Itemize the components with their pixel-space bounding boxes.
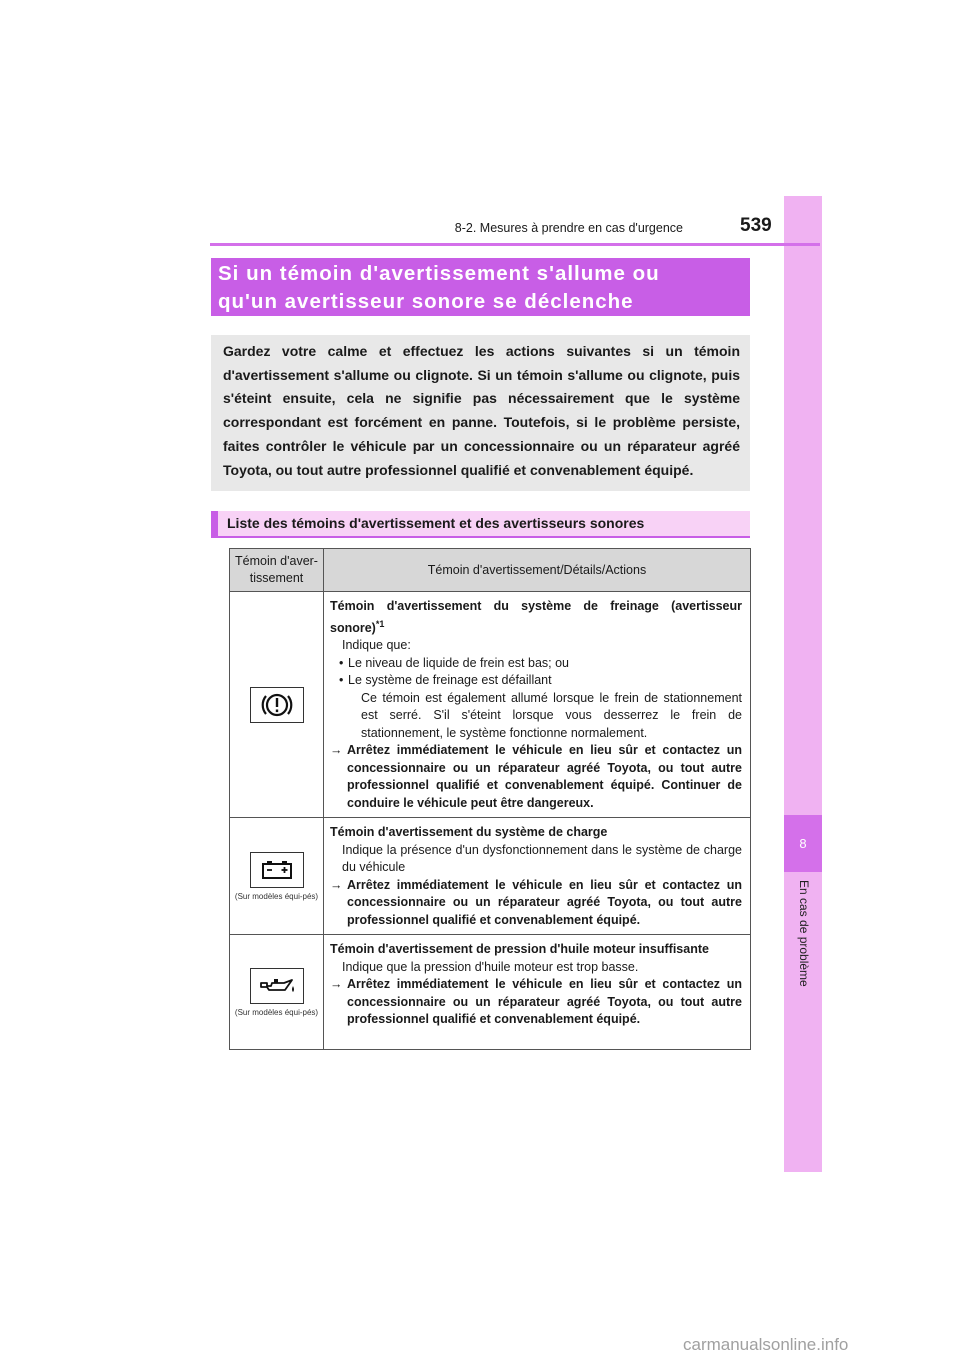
table-row: [230, 818, 751, 935]
icon-note: (Sur modèles équi-pés): [234, 1007, 319, 1017]
chapter-label: En cas de problème: [797, 880, 811, 987]
header-rule: [210, 243, 820, 246]
footnote-mark: *1: [375, 618, 385, 629]
table-row: [230, 592, 751, 818]
details-cell: [324, 935, 751, 1050]
intro-text: Gardez votre calme et effectuez les actions suivantes si un témoin d'avertissement s'allume ou clignote. Si un témoin s'allume ou clignote, puis s'éteint ensuite, cela ne signifie pas nécessairement que le système correspondant est forcément en panne. Toutefois, si le problème persiste, faites contrôler le véhicule par un concessionnaire ou un réparateur agréé Toyota, ou tout autre professionnel qualifié et convenablement équipé.: [223, 343, 740, 478]
action-text: → Arrêtez immédiatement le véhicule en lieu sûr et contactez un concessionnaire ou un réparateur agréé Toyota, ou tout autre professionnel qualifié et convenablement équipé.: [330, 877, 742, 927]
indicates-text: Indique la présence d'un dysfonctionnement dans le système de charge du véhicule: [342, 842, 742, 875]
section-title-line2: qu'un avertisseur sonore se déclenche: [218, 290, 634, 313]
page-number: 539: [740, 215, 772, 236]
indicates-text: Indique que:: [342, 638, 411, 653]
battery-icon: [250, 852, 304, 888]
brake-warning-icon: [250, 687, 304, 723]
intro-box: [211, 335, 750, 491]
action-text: → Arrêtez immédiatement le véhicule en lieu sûr et contactez un concessionnaire ou un réparateur agréé Toyota, ou tout autre professionnel qualifié et convenablement équipé.: [330, 977, 742, 1027]
icon-cell: [230, 592, 324, 818]
running-header: 8-2. Mesures à prendre en cas d'urgence: [454, 221, 683, 235]
chapter-side-tab: [784, 196, 822, 1172]
row-title: Témoin d'avertissement du système de freinage (avertisseur sonore)$^{*1}$: [330, 599, 742, 635]
icon-note: (Sur modèles équi-pés): [234, 891, 319, 901]
section-title-line1: Si un témoin d'avertissement s'allume ou: [218, 262, 660, 285]
subheading: Liste des témoins d'avertissement et des avertisseurs sonores: [211, 511, 750, 536]
warning-table: [229, 548, 751, 1050]
chapter-number: 8: [784, 815, 822, 872]
header-icon-col: Témoin d'aver-tissement: [230, 549, 324, 592]
arrow-icon: →: [330, 877, 343, 892]
icon-cell: [230, 935, 324, 1050]
section-title: [211, 258, 750, 316]
details-cell: [324, 818, 751, 935]
arrow-icon: →: [330, 977, 343, 992]
indicates-text: Indique que la pression d'huile moteur est trop basse.: [342, 959, 639, 974]
header-details-col: Témoin d'avertissement/Détails/Actions: [324, 549, 751, 592]
table-header-row: [230, 549, 751, 592]
subheading-rule: [211, 536, 750, 538]
list-item: • Le niveau de liquide de frein est bas; ou: [330, 655, 742, 673]
table-row: [230, 935, 751, 1050]
row-title: Témoin d'avertissement de pression d'huile moteur insuffisante: [330, 942, 709, 957]
row-title: Témoin d'avertissement du système de charge: [330, 825, 608, 840]
action-text: → Arrêtez immédiatement le véhicule en lieu sûr et contactez un concessionnaire ou un réparateur agréé Toyota, ou tout autre professionnel qualifié et convenablement équipé. Continuer de conduire le véhicule peut être dangereux.: [330, 743, 742, 810]
detail-text: Ce témoin est également allumé lorsque le frein de stationnement est serré. S'il s'éteint lorsque vous desserrez le frein de stationnement, le système fonctionne normalement.: [361, 690, 742, 740]
watermark: carmanualsonline.info: [683, 1335, 849, 1354]
details-cell: [324, 592, 751, 818]
list-item: • Le système de freinage est défaillant: [330, 672, 742, 690]
icon-cell: [230, 818, 324, 935]
oil-pressure-icon: [250, 968, 304, 1004]
arrow-icon: →: [330, 743, 343, 758]
